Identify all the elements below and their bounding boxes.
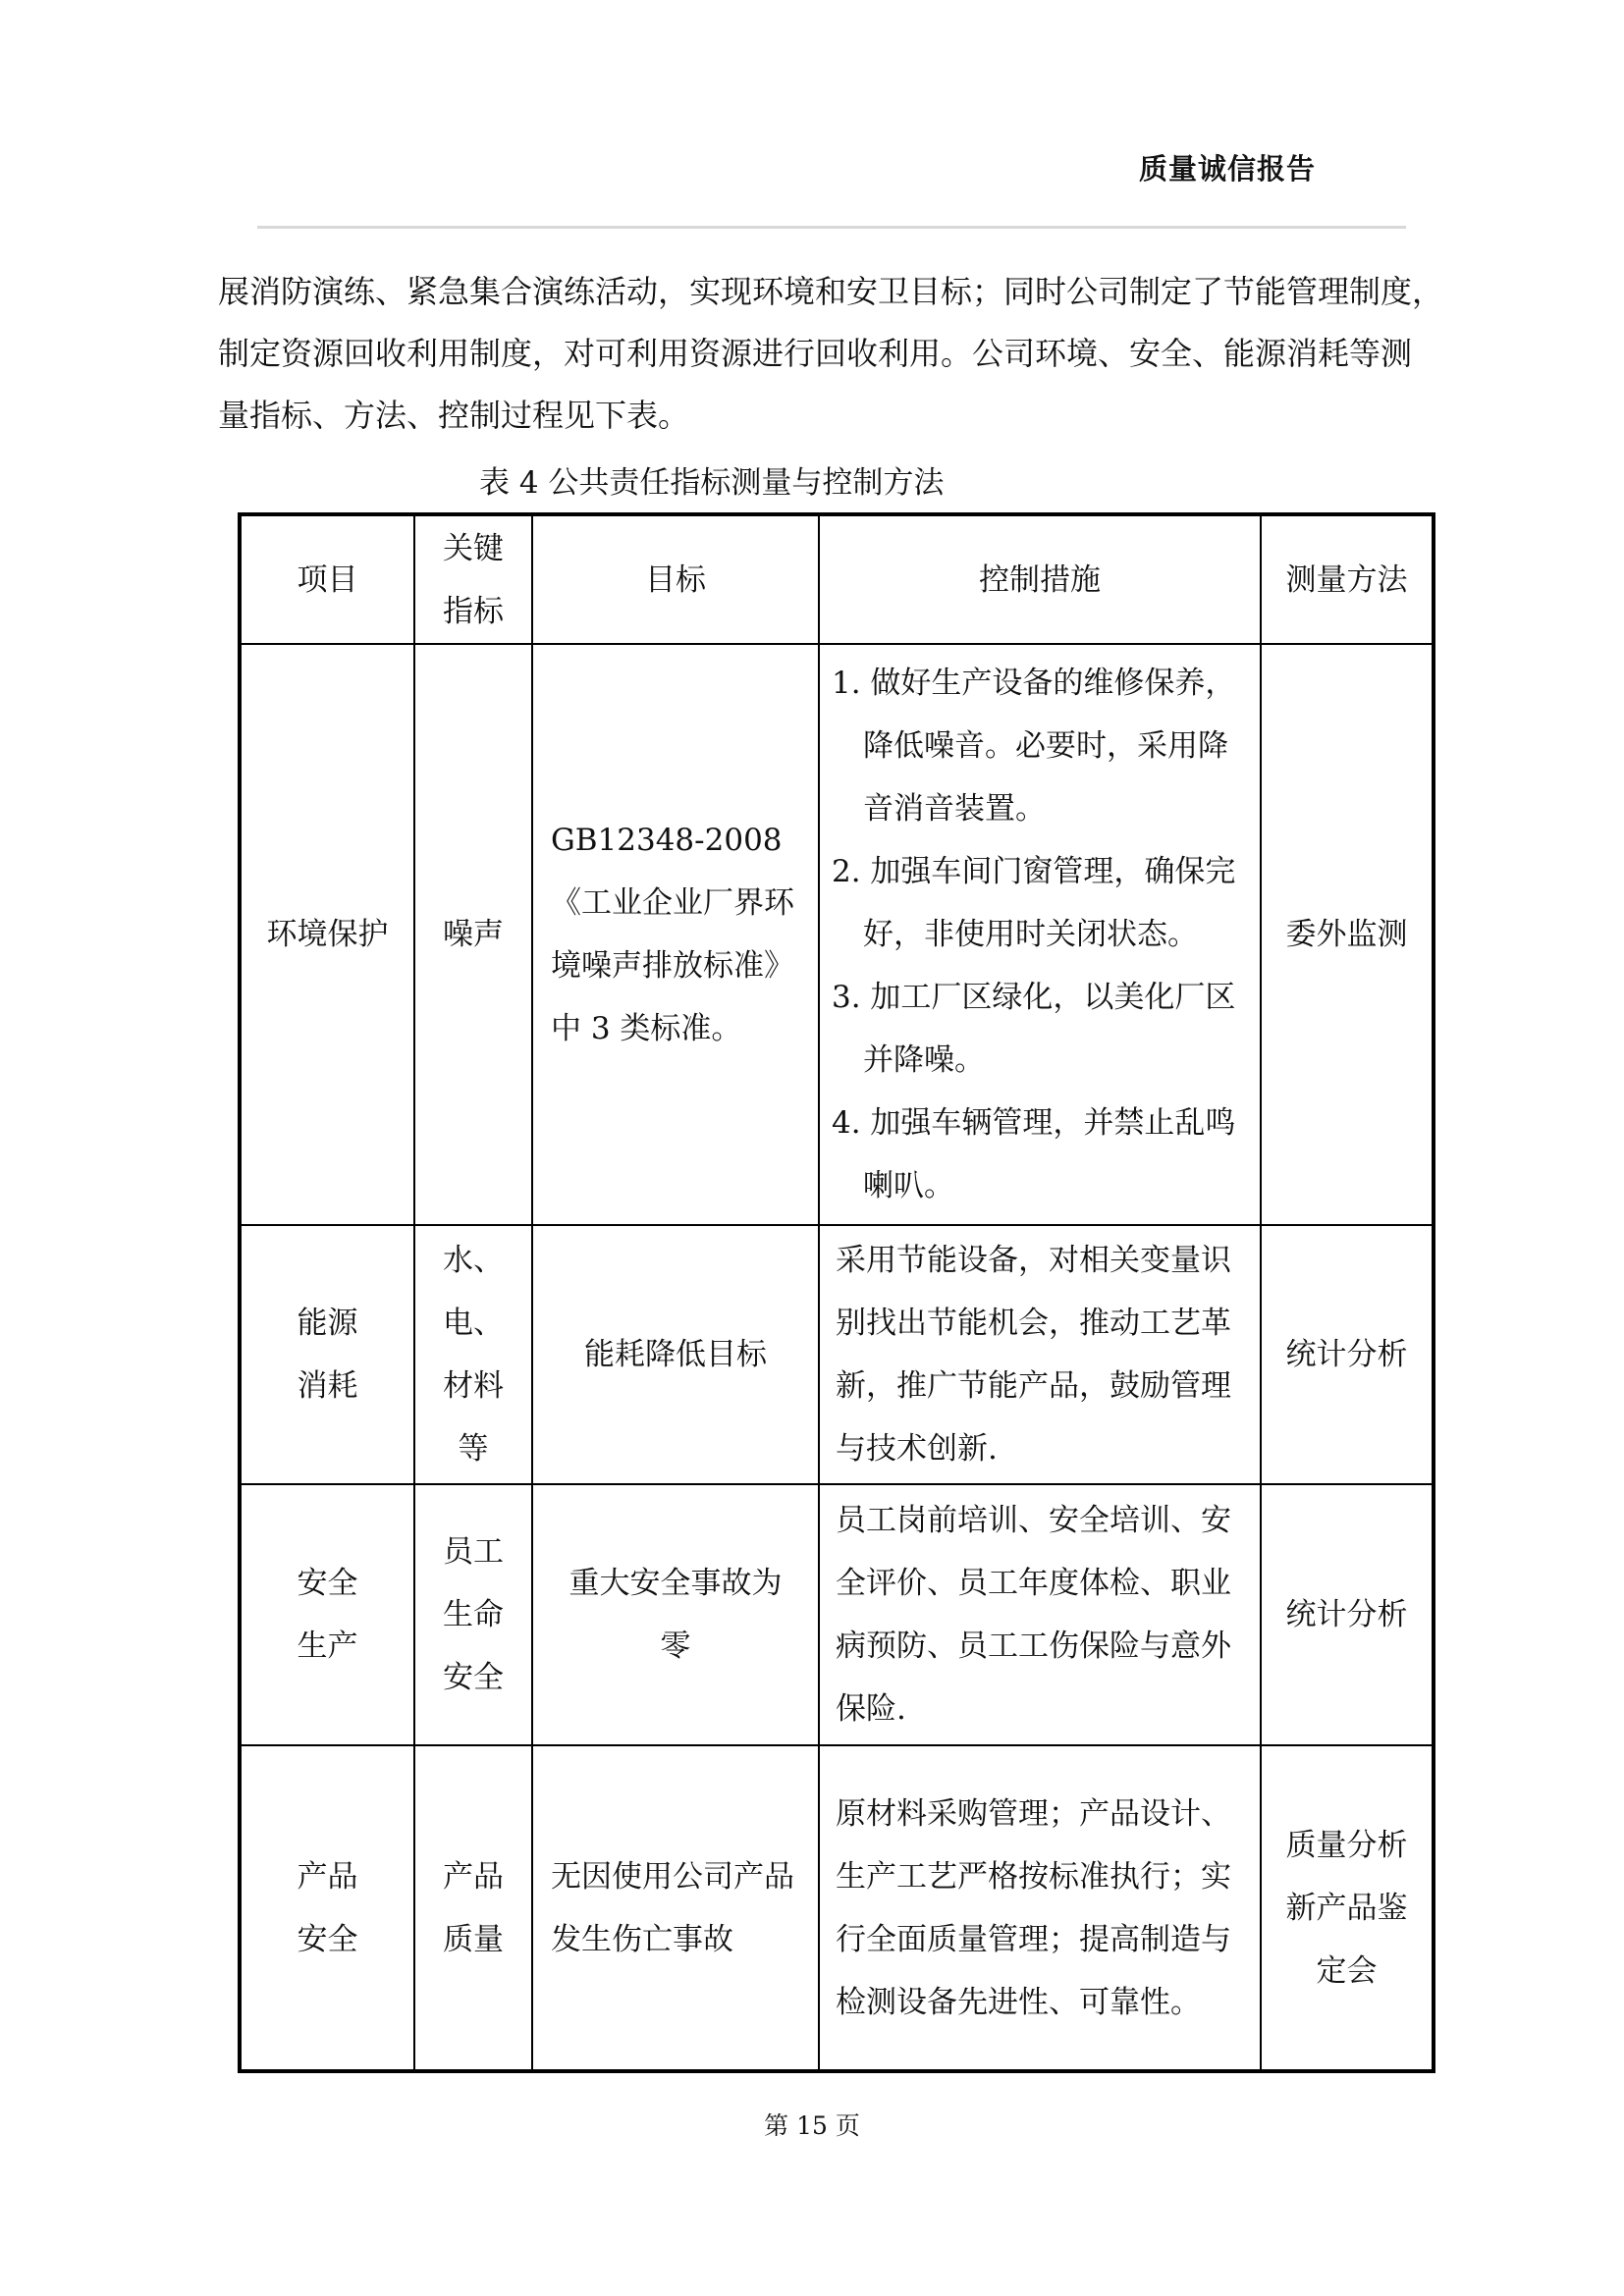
cell-indicator: 水、电、材料等 — [414, 1225, 532, 1484]
measure-item: 2. 加强车间门窗管理，确保完好，非使用时关闭状态。 — [832, 854, 1236, 952]
header-cell-item: 项目 — [240, 514, 414, 644]
cell-item: 产品安全 — [240, 1745, 414, 2071]
cell-measures — [819, 644, 1261, 1225]
header-divider — [257, 226, 1406, 229]
report-header-title: 质量诚信报告 — [1139, 152, 1317, 186]
header-cell-method: 测量方法 — [1261, 514, 1434, 644]
cell-measures: 采用节能设备，对相关变量识别找出节能机会，推动工艺革新，推广节能产品，鼓励管理与技术创新. — [819, 1225, 1261, 1484]
cell-item: 能源消耗 — [240, 1225, 414, 1484]
measure-item: 4. 加强车辆管理，并禁止乱鸣喇叭。 — [832, 1105, 1236, 1203]
cell-target: GB12348-2008《工业企业厂界环境噪声排放标准》中 3 类标准。 — [532, 644, 819, 1225]
cell-target: 无因使用公司产品发生伤亡事故 — [532, 1745, 819, 2071]
table-row — [240, 1484, 1434, 1745]
cell-indicator: 产品质量 — [414, 1745, 532, 2071]
cell-method: 质量分析新产品鉴定会 — [1261, 1745, 1434, 2071]
table-header-row — [240, 514, 1434, 644]
cell-item: 环境保护 — [240, 644, 414, 1225]
intro-line: 量指标、方法、控制过程见下表。 — [218, 397, 690, 434]
table-row — [240, 1745, 1434, 2071]
cell-measures: 员工岗前培训、安全培训、安全评价、员工年度体检、职业病预防、员工工伤保险与意外保险. — [819, 1484, 1261, 1745]
measure-item: 3. 加工厂区绿化，以美化厂区并降噪。 — [832, 980, 1236, 1078]
measures-list — [820, 652, 1260, 1217]
cell-method: 委外监测 — [1261, 644, 1434, 1225]
cell-target: 能耗降低目标 — [532, 1225, 819, 1484]
table-row — [240, 1225, 1434, 1484]
table-row — [240, 644, 1434, 1225]
intro-line: 制定资源回收利用制度，对可利用资源进行回收利用。公司环境、安全、能源消耗等测 — [218, 335, 1413, 372]
cell-item: 安全生产 — [240, 1484, 414, 1745]
cell-measures: 原材料采购管理；产品设计、生产工艺严格按标准执行；实行全面质量管理；提高制造与检测设备先进性、可靠性。 — [819, 1745, 1261, 2071]
cell-indicator: 噪声 — [414, 644, 532, 1225]
measure-item: 1. 做好生产设备的维修保养，降低噪音。必要时，采用降音消音装置。 — [832, 666, 1236, 827]
cell-method: 统计分析 — [1261, 1225, 1434, 1484]
public-responsibility-table — [238, 512, 1435, 2073]
cell-indicator: 员工生命安全 — [414, 1484, 532, 1745]
table-caption: 表 4 公共责任指标测量与控制方法 — [479, 465, 945, 501]
header-cell-measures: 控制措施 — [819, 514, 1261, 644]
intro-paragraph — [218, 261, 1465, 447]
header-cell-indicator: 关键指标 — [414, 514, 532, 644]
header-cell-target: 目标 — [532, 514, 819, 644]
cell-method: 统计分析 — [1261, 1484, 1434, 1745]
intro-line: 展消防演练、紧急集合演练活动，实现环境和安卫目标；同时公司制定了节能管理制度， — [218, 273, 1444, 310]
page-number: 第 15 页 — [764, 2111, 860, 2140]
cell-target: 重大安全事故为零 — [532, 1484, 819, 1745]
